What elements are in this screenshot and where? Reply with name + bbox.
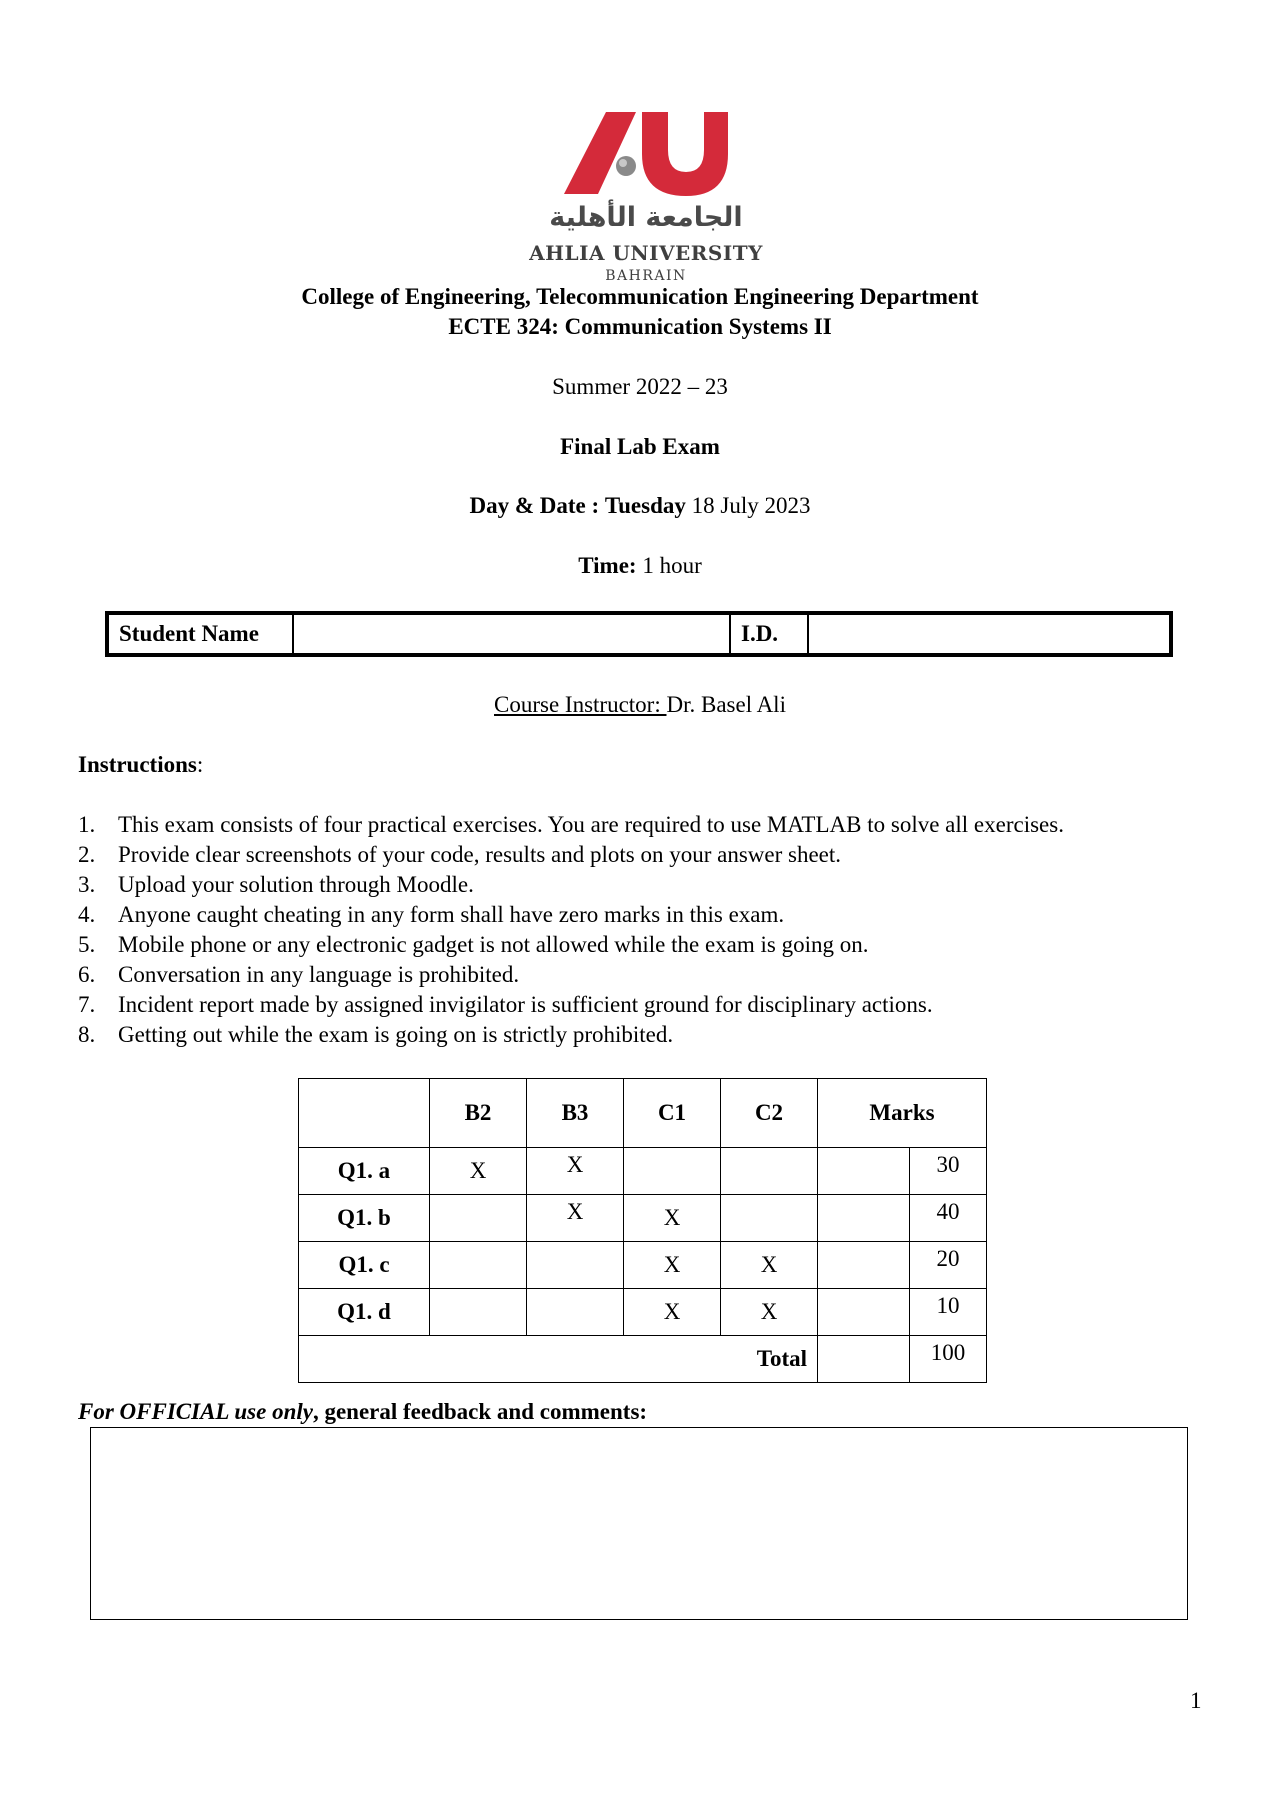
c1-cell <box>624 1148 721 1195</box>
college-heading: College of Engineering, Telecommunication Engineering Department <box>301 284 979 309</box>
c1-cell: X <box>624 1289 721 1336</box>
b3-cell <box>527 1242 624 1289</box>
header-cell <box>299 1079 430 1148</box>
b2-cell <box>430 1289 527 1336</box>
table-row <box>299 1148 987 1195</box>
c2-cell: X <box>721 1242 818 1289</box>
feedback-comments-box[interactable] <box>90 1427 1188 1620</box>
total-label: Total <box>299 1336 818 1383</box>
course-instructor <box>0 692 1280 718</box>
date-value: 18 July 2023 <box>691 493 811 518</box>
list-item: 6. Conversation in any language is prohibited. <box>78 962 520 987</box>
total-value: 100 <box>910 1336 987 1383</box>
table-header-row <box>299 1079 987 1148</box>
logo-emblem-icon <box>562 106 730 198</box>
instructor-label: Course Instructor: <box>494 692 667 717</box>
student-name-field[interactable] <box>293 613 730 655</box>
university-logo <box>528 106 764 286</box>
marks-cell: 40 <box>910 1195 987 1242</box>
b3-cell: X <box>527 1148 624 1195</box>
table-row <box>299 1289 987 1336</box>
header-cell: Marks <box>818 1079 987 1148</box>
obtained-marks-cell[interactable] <box>818 1242 910 1289</box>
list-item: 5. Mobile phone or any electronic gadget is not allowed while the exam is going on. <box>78 932 869 957</box>
c1-cell: X <box>624 1242 721 1289</box>
c2-cell <box>721 1195 818 1242</box>
header-cell: B2 <box>430 1079 527 1148</box>
marks-cell: 30 <box>910 1148 987 1195</box>
list-item: 4. Anyone caught cheating in any form shall have zero marks in this exam. <box>78 902 785 927</box>
question-cell: Q1. a <box>299 1148 430 1195</box>
question-cell: Q1. c <box>299 1242 430 1289</box>
course-heading: ECTE 324: Communication Systems II <box>448 314 832 339</box>
b2-cell <box>430 1242 527 1289</box>
c2-cell <box>721 1148 818 1195</box>
logo-arabic-name: الجامعة الأهلية <box>549 202 743 233</box>
total-row <box>299 1336 987 1383</box>
c1-cell: X <box>624 1195 721 1242</box>
student-info-table <box>105 611 1173 657</box>
list-item: 3. Upload your solution through Moodle. <box>78 872 474 897</box>
header-cell: B3 <box>527 1079 624 1148</box>
feedback-heading: For OFFICIAL use only, general feedback and comments: <box>78 1399 648 1424</box>
b3-cell <box>527 1289 624 1336</box>
table-row <box>299 1242 987 1289</box>
b2-cell <box>430 1195 527 1242</box>
b2-cell: X <box>430 1148 527 1195</box>
instructions-list <box>78 810 1064 1050</box>
marks-table <box>298 1078 987 1383</box>
c2-cell: X <box>721 1289 818 1336</box>
student-name-label: Student Name <box>107 613 293 655</box>
b3-cell: X <box>527 1195 624 1242</box>
instructions-heading: Instructions: <box>78 752 204 777</box>
student-id-label: I.D. <box>730 613 808 655</box>
list-item: 2. Provide clear screenshots of your code, results and plots on your answer sheet. <box>78 842 842 867</box>
header-cell: C2 <box>721 1079 818 1148</box>
time-value: 1 hour <box>642 553 702 578</box>
obtained-total-cell[interactable] <box>818 1336 910 1383</box>
date-label: Day & Date : <box>469 493 600 518</box>
question-cell: Q1. b <box>299 1195 430 1242</box>
list-item: 7. Incident report made by assigned invigilator is sufficient ground for disciplinary actions. <box>78 992 933 1017</box>
term-line: Summer 2022 – 23 <box>552 374 728 399</box>
time-line <box>0 553 1280 579</box>
obtained-marks-cell[interactable] <box>818 1148 910 1195</box>
exam-title: Final Lab Exam <box>560 434 720 459</box>
page-number: 1 <box>1190 1688 1202 1713</box>
day-value: Tuesday <box>604 493 686 518</box>
list-item: 8. Getting out while the exam is going on is strictly prohibited. <box>78 1022 674 1047</box>
obtained-marks-cell[interactable] <box>818 1195 910 1242</box>
student-id-field[interactable] <box>808 613 1171 655</box>
logo-city: BAHRAIN <box>605 268 687 284</box>
obtained-marks-cell[interactable] <box>818 1289 910 1336</box>
header-cell: C1 <box>624 1079 721 1148</box>
list-item: 1. This exam consists of four practical exercises. You are required to use MATLAB to solve all exercises. <box>78 812 1064 837</box>
instructor-name: Dr. Basel Ali <box>666 692 786 717</box>
time-label: Time: <box>578 553 637 578</box>
logo-university-name: AHLIA UNIVERSITY <box>529 241 763 265</box>
question-cell: Q1. d <box>299 1289 430 1336</box>
marks-cell: 10 <box>910 1289 987 1336</box>
table-row <box>299 1195 987 1242</box>
marks-cell: 20 <box>910 1242 987 1289</box>
date-line <box>0 493 1280 519</box>
